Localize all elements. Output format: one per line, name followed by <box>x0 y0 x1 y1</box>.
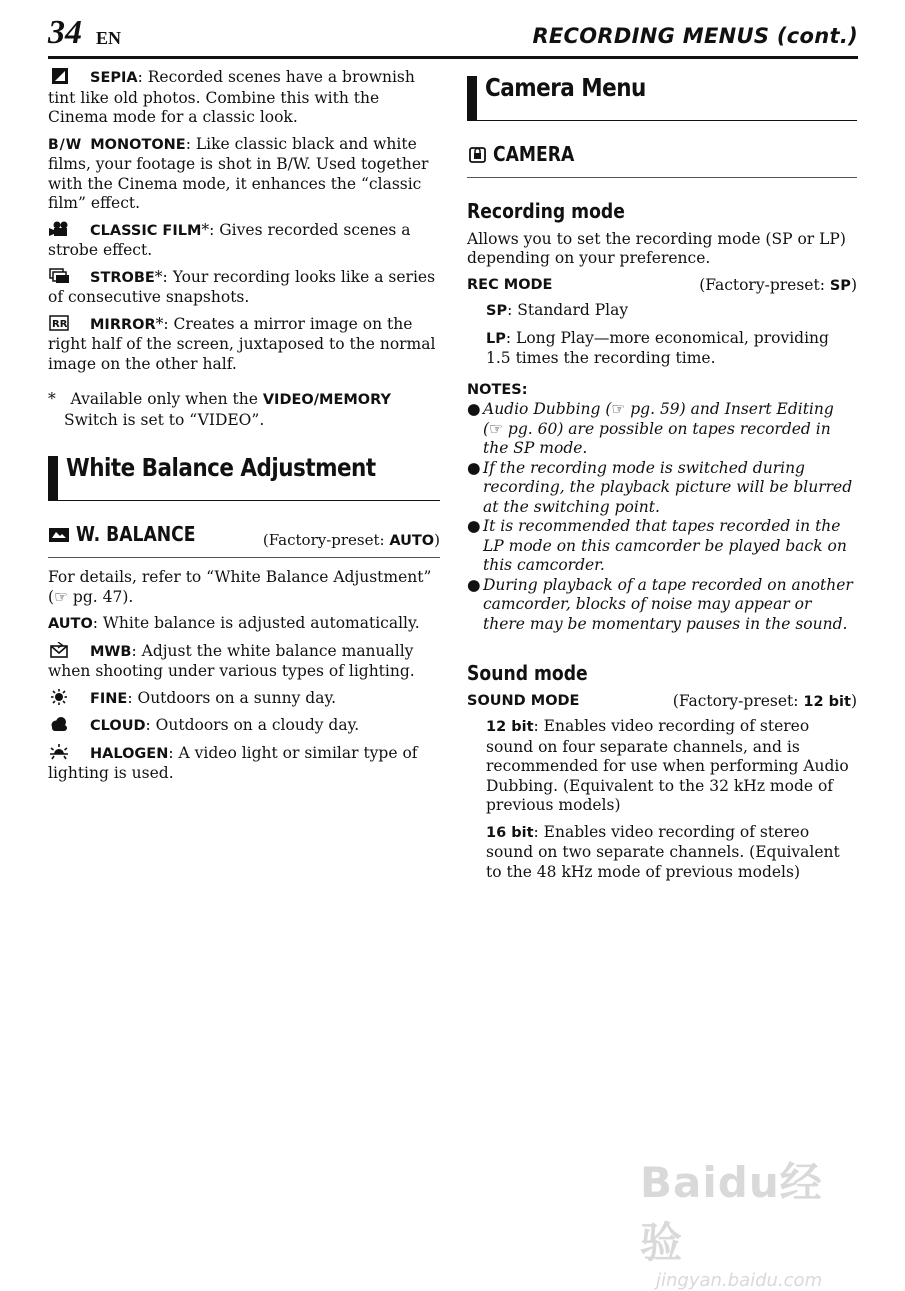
w-balance-title: W. BALANCE <box>76 522 196 546</box>
rec-mode-lp: LP: Long Play—more economical, providing 1.5 times the recording time. <box>486 328 829 367</box>
right-column <box>467 68 857 889</box>
rec-mode-row <box>467 276 857 297</box>
notes-title: NOTES: <box>467 381 528 398</box>
w-balance-intro: For details, refer to “White Balance Adjustment” (☞ pg. 47). <box>48 568 432 606</box>
rec-mode-sp: SP: Standard Play <box>486 301 629 319</box>
mirror-icon <box>48 315 70 331</box>
white-balance-icon <box>48 527 72 543</box>
rec-mode-label: REC MODE <box>467 276 553 293</box>
page-ref-icon: ☞ <box>54 587 68 606</box>
watermark-logo: Baidu经验 <box>640 1158 823 1267</box>
watermark-url: jingyan.baidu.com <box>656 1270 823 1291</box>
page-ref-icon: ☞ <box>611 400 626 418</box>
camera-icon <box>467 147 487 163</box>
mwb-icon <box>48 642 70 658</box>
page-language: EN <box>96 28 122 48</box>
rec-mode-preset: (Factory-preset: SP) <box>699 275 857 294</box>
page-number: 34 <box>48 14 82 51</box>
sepia-icon <box>48 68 70 84</box>
camera-title: CAMERA <box>493 142 575 166</box>
bw-icon: B/W <box>48 136 83 153</box>
w-balance-preset: (Factory-preset: AUTO) <box>262 531 440 549</box>
running-head: RECORDING MENUS (cont.) <box>532 24 858 48</box>
camera-menu-section-heading <box>467 72 857 121</box>
page-ref-icon: ☞ <box>489 419 503 438</box>
svg-text:RR: RR <box>52 318 68 330</box>
effect-monotone: B/W MONOTONE: Like classic black and white films, your footage is shot in B/W. Used together with the Cinema mode, it enhances the “classic film” effect. <box>48 134 429 212</box>
halogen-icon <box>48 744 70 760</box>
sound-mode-preset: (Factory-preset: 12 bit) <box>672 691 857 710</box>
w-balance-heading <box>48 522 440 558</box>
cloud-icon <box>48 716 70 732</box>
section-bar <box>48 456 58 500</box>
note-item: ● If the recording mode is switched during recording, the playback picture will be blurred at the switching point. <box>467 458 853 516</box>
section-bar <box>467 76 477 120</box>
note-item: ● During playback of a tape recorded on another camcorder, blocks of noise may appear or there may be momentary pauses in the sound. <box>467 575 853 633</box>
wb-cloud: CLOUD: Outdoors on a cloudy day. <box>48 716 440 737</box>
page-header <box>48 10 858 59</box>
effect-mirror: RR MIRROR*: Creates a mirror image on the right half of the screen, juxtaposed to the normal image on the other half. <box>48 314 436 373</box>
sound-mode-row <box>467 692 857 713</box>
watermark <box>640 1150 860 1291</box>
recording-mode-desc: Allows you to set the recording mode (SP or LP) depending on your preference. <box>467 229 846 267</box>
section-title: Camera Menu <box>485 73 646 102</box>
sound-mode-title: Sound mode <box>467 661 588 685</box>
note-item: ● Audio Dubbing (☞ pg. 59) and Insert Editing (☞ pg. 60) are possible on tapes recorded in the SP mode. <box>467 400 834 457</box>
camera-heading <box>467 142 857 178</box>
sound-mode-12bit: 12 bit: Enables video recording of stereo sound on four separate channels, and is recommended for use when performing Audio Dubbing. (Equivalent to the 32 kHz mode of previous models) <box>486 717 849 814</box>
sound-mode-label: SOUND MODE <box>467 692 580 709</box>
note-item: ● It is recommended that tapes recorded in the LP mode on this camcorder be played back on this camcorder. <box>467 517 847 574</box>
recording-mode-title: Recording mode <box>467 199 625 223</box>
strobe-icon <box>48 268 70 284</box>
white-balance-section-heading <box>48 452 440 501</box>
wb-fine: FINE: Outdoors on a sunny day. <box>48 689 440 710</box>
left-column <box>48 68 440 791</box>
sound-mode-16bit: 16 bit: Enables video recording of stereo sound on two separate channels. (Equivalent to the 48 kHz mode of previous models) <box>486 822 840 881</box>
footnote: * Available only when the VIDEO/MEMORY Switch is set to “VIDEO”. <box>48 390 391 429</box>
wb-halogen: HALOGEN: A video light or similar type of lighting is used. <box>48 743 418 782</box>
effect-sepia: SEPIA: Recorded scenes have a brownish tint like old photos. Combine this with the Cinema mode for a classic look. <box>48 68 415 126</box>
effect-classic-film: CLASSIC FILM*: Gives recorded scenes a strobe effect. <box>48 220 411 259</box>
classic-film-icon <box>48 221 70 237</box>
effect-strobe: STROBE*: Your recording looks like a series of consecutive snapshots. <box>48 267 436 306</box>
section-title: White Balance Adjustment <box>66 453 376 482</box>
sun-icon <box>48 689 70 705</box>
wb-mwb: MWB: Adjust the white balance manually when shooting under various types of lighting. <box>48 641 415 680</box>
wb-auto: AUTO: White balance is adjusted automatically. <box>48 614 420 632</box>
